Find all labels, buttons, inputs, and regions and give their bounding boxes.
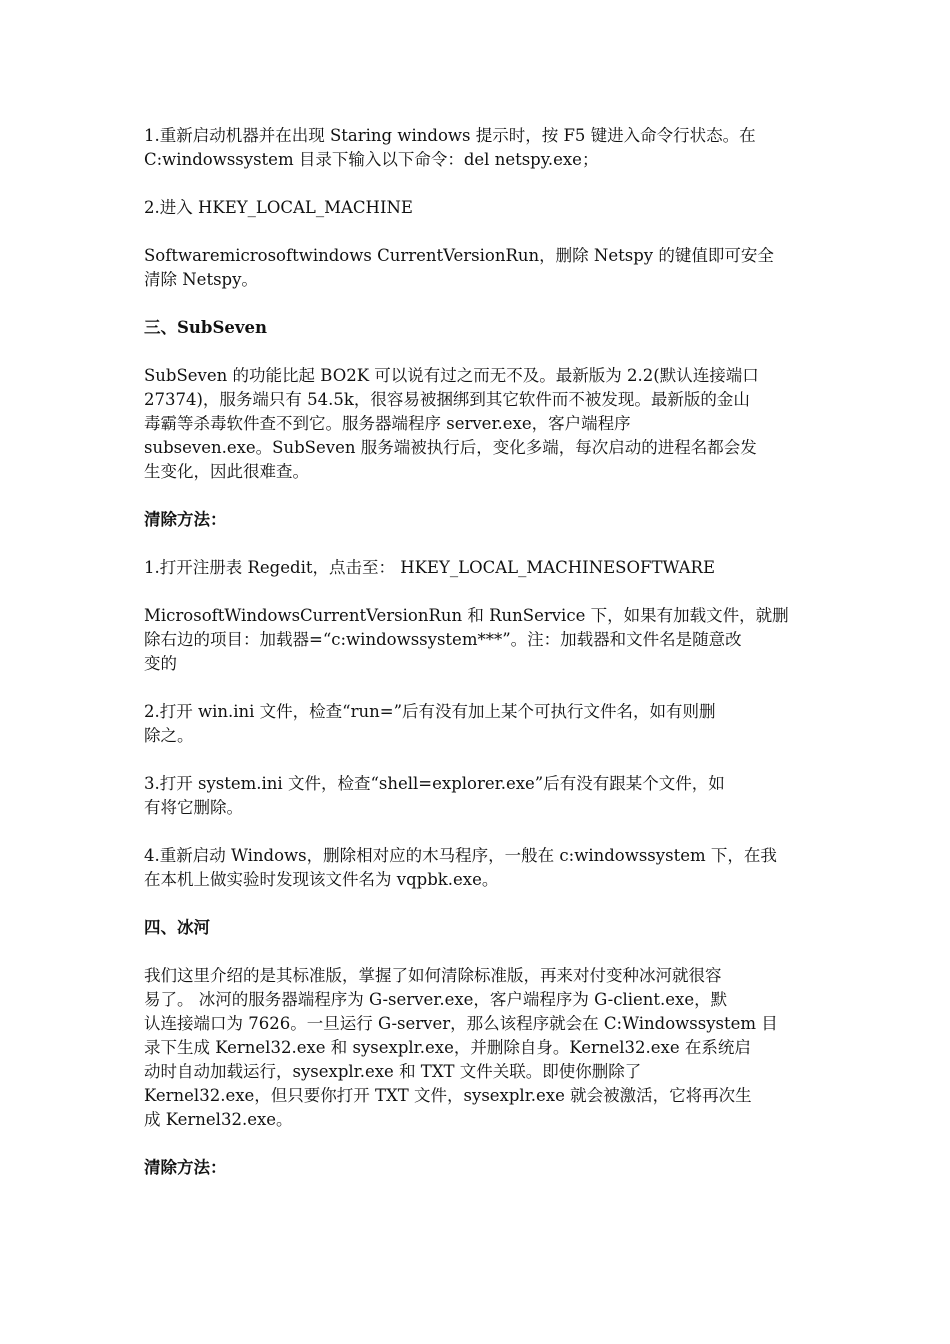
text-line: subseven.exe。SubSeven 服务端被执行后，变化多端，每次启动的进程名都会发 — [144, 438, 757, 457]
text-line: 录下生成 Kernel32.exe 和 sysexplr.exe，并删除自身。Kernel32.exe 在系统启 — [144, 1038, 751, 1057]
text-line: 易了。 冰河的服务器端程序为 G-server.exe，客户端程序为 G-client.exe，默 — [144, 990, 728, 1009]
section-heading — [144, 916, 810, 940]
paragraph — [144, 124, 810, 172]
paragraph — [144, 364, 810, 484]
text-line: Softwaremicrosoftwindows CurrentVersionRun，删除 Netspy 的键值即可安全 — [144, 246, 774, 265]
paragraph — [144, 964, 810, 1132]
text-line: 三、SubSeven — [144, 318, 267, 337]
text-line: 清除方法： — [144, 510, 227, 529]
paragraph — [144, 244, 810, 292]
text-line: 四、冰河 — [144, 918, 210, 937]
text-line: C:windowssystem 目录下输入以下命令：del netspy.exe； — [144, 150, 599, 169]
text-line: 清除 Netspy。 — [144, 270, 258, 289]
section-heading — [144, 508, 810, 532]
text-line: 在本机上做实验时发现该文件名为 vqpbk.exe。 — [144, 870, 499, 889]
text-line: 4.重新启动 Windows，删除相对应的木马程序，一般在 c:windowssystem 下，在我 — [144, 846, 777, 865]
text-line: MicrosoftWindowsCurrentVersionRun 和 RunService 下，如果有加载文件，就删 — [144, 606, 789, 625]
text-line: 我们这里介绍的是其标准版，掌握了如何清除标准版，再来对付变种冰河就很容 — [144, 966, 722, 985]
text-line: 除之。 — [144, 726, 194, 745]
text-line: 2.打开 win.ini 文件，检查“run=”后有没有加上某个可执行文件名，如有则删 — [144, 702, 716, 721]
section-heading — [144, 316, 810, 340]
text-line: 毒霸等杀毒软件查不到它。服务器端程序 server.exe，客户端程序 — [144, 414, 631, 433]
text-line: 清除方法： — [144, 1158, 227, 1177]
text-line: 成 Kernel32.exe。 — [144, 1110, 293, 1129]
paragraph — [144, 844, 810, 892]
text-line: 除右边的项目：加载器=“c:windowssystem***”。注：加载器和文件名是随意改 — [144, 630, 742, 649]
text-line: 1.打开注册表 Regedit，点击至： HKEY_LOCAL_MACHINESOFTWARE — [144, 558, 715, 577]
text-line: 认连接端口为 7626。一旦运行 G-server，那么该程序就会在 C:Windowssystem 目 — [144, 1014, 778, 1033]
text-line: 2.进入 HKEY_LOCAL_MACHINE — [144, 198, 413, 217]
paragraph — [144, 556, 810, 580]
paragraph — [144, 604, 810, 676]
text-line: 1.重新启动机器并在出现 Staring windows 提示时，按 F5 键进入命令行状态。在 — [144, 126, 756, 145]
text-line: 27374)，服务端只有 54.5k，很容易被捆绑到其它软件而不被发现。最新版的金山 — [144, 390, 750, 409]
text-line: Kernel32.exe，但只要你打开 TXT 文件，sysexplr.exe 就会被激活，它将再次生 — [144, 1086, 752, 1105]
paragraph — [144, 700, 810, 748]
text-line: 有将它删除。 — [144, 798, 243, 817]
text-line: 动时自动加载运行，sysexplr.exe 和 TXT 文件关联。即使你删除了 — [144, 1062, 642, 1081]
text-line: 3.打开 system.ini 文件，检查“shell=explorer.exe”后有没有跟某个文件，如 — [144, 774, 725, 793]
text-line: SubSeven 的功能比起 BO2K 可以说有过之而无不及。最新版为 2.2(默认连接端口 — [144, 366, 759, 385]
document-body — [144, 124, 810, 1204]
text-line: 变的 — [144, 654, 177, 673]
paragraph — [144, 196, 810, 220]
paragraph — [144, 772, 810, 820]
section-heading — [144, 1156, 810, 1180]
text-line: 生变化，因此很难查。 — [144, 462, 309, 481]
